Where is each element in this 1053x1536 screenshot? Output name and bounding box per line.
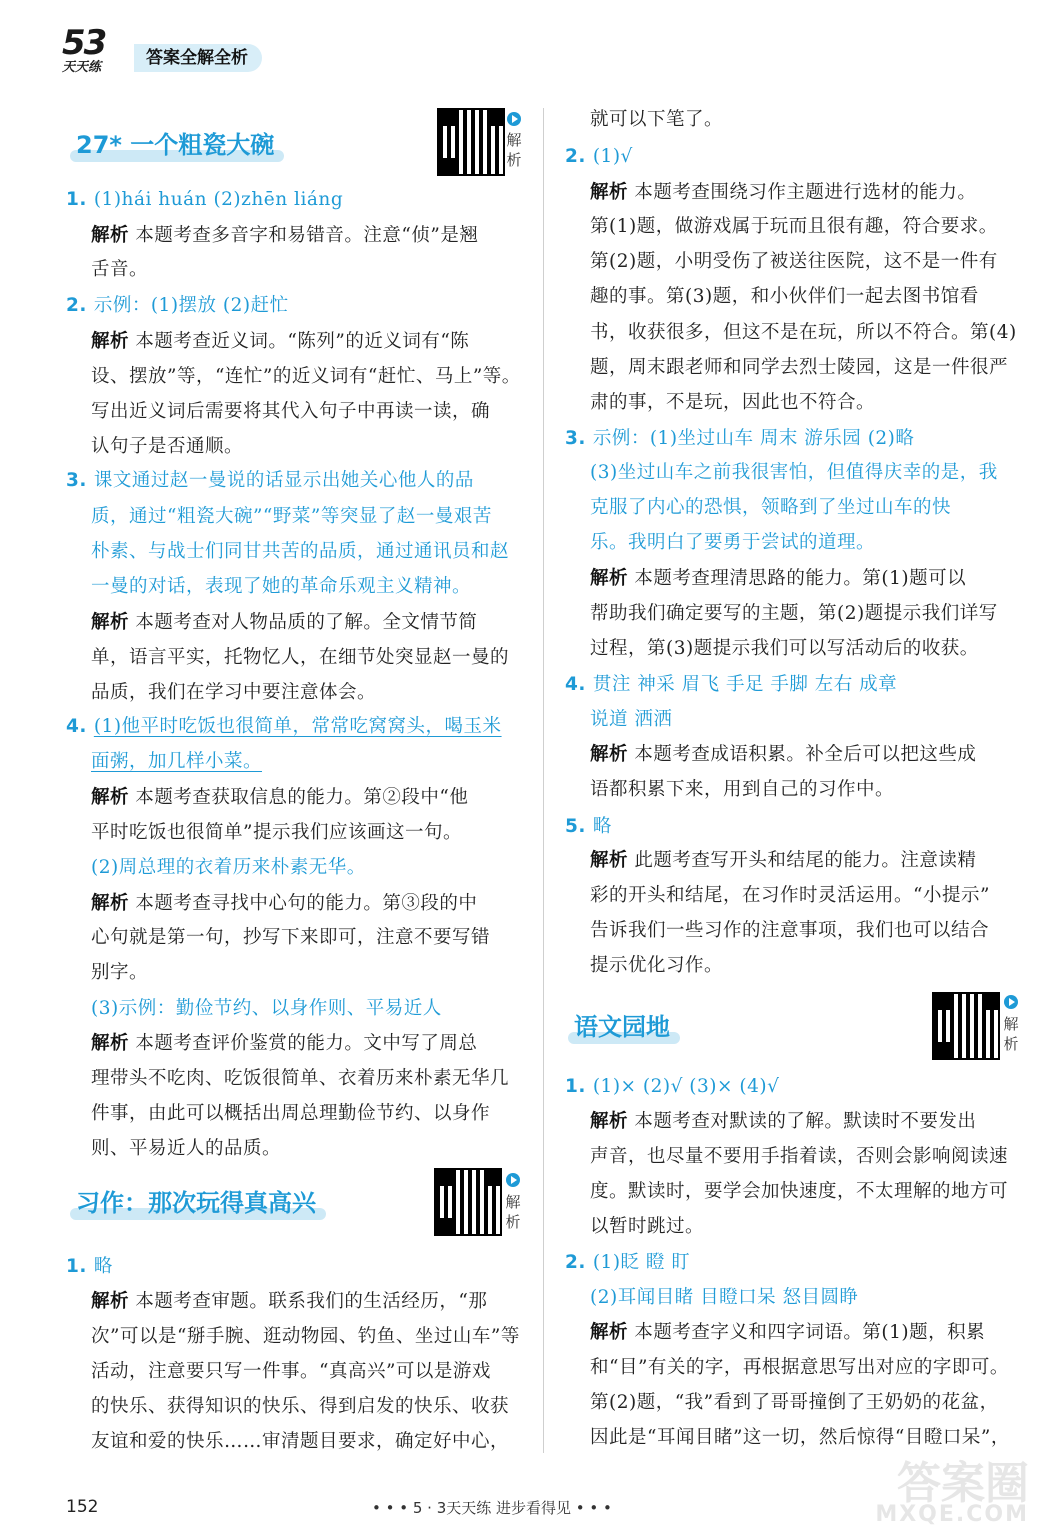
- explanation-text: 活动，注意要只写一件事。“真高兴”可以是游戏: [91, 1361, 491, 1382]
- explanation-text: 第(2)题，小明受伤了被送往医院，这不是一件有: [590, 251, 998, 272]
- right-line: [590, 1215, 704, 1239]
- right-line: [590, 919, 989, 943]
- qr-code-icon[interactable]: [434, 1168, 502, 1236]
- answer-text: 乐。我明白了要勇于尝试的道理。: [590, 532, 876, 553]
- explanation-text: 认句子是否通顺。: [91, 436, 244, 457]
- explanation-text: 别字。: [91, 962, 149, 983]
- explanation-text: 帮助我们确定要写的主题，第(2)题提示我们详写: [590, 603, 998, 624]
- analysis-label: 解析: [590, 850, 629, 871]
- left-line: [91, 681, 376, 705]
- right-line: [590, 708, 672, 732]
- answer-text: (1)√: [592, 146, 633, 167]
- section-title-writing: 习作：那次玩得真高兴: [76, 1186, 316, 1220]
- explanation-text: 本题考查近义词。“陈列”的近义词有“陈: [129, 331, 470, 352]
- explanation-text: 本题考查审题。联系我们的生活经历，“那: [129, 1291, 488, 1312]
- analysis-label: 解析: [91, 225, 130, 246]
- question-number: 2.: [565, 1252, 593, 1273]
- right-line: [590, 637, 979, 661]
- left-line: [91, 540, 509, 564]
- explanation-text: 友谊和爱的快乐……审清题目要求，确定好中心，: [91, 1431, 510, 1452]
- left-line: [91, 365, 521, 389]
- logo-subtitle: 天天练: [62, 60, 102, 75]
- right-line: [590, 954, 723, 978]
- explanation-text: 本题考查成语积累。补全后可以把这些成: [628, 744, 977, 765]
- qr-label: 解析: [506, 131, 522, 169]
- right-line: [590, 1321, 985, 1345]
- explanation-text: 设、摆放”等，“连忙”的近义词有“赶忙、马上”等。: [91, 366, 521, 387]
- play-icon: [506, 1173, 520, 1187]
- right-line: [590, 778, 894, 802]
- watermark: 答案圈 MXQE.COM: [875, 1458, 1029, 1527]
- answer-text: 质，通过“粗瓷大碗”“野菜”等突显了赵一曼艰苦: [91, 506, 492, 527]
- explanation-text: 本题考查围绕习作主题进行选材的能力。: [628, 182, 977, 203]
- analysis-label: 解析: [590, 182, 629, 203]
- left-line: [91, 611, 477, 635]
- left-line: [91, 961, 148, 985]
- left-line: [91, 1325, 520, 1349]
- right-line: [590, 1145, 1008, 1169]
- explanation-text: 以暂时跳过。: [590, 1216, 705, 1237]
- column-divider: [543, 108, 544, 1453]
- left-line: [91, 505, 492, 529]
- answer-text: (3)示例：勤俭节约、以身作则、平易近人: [91, 998, 442, 1019]
- left-line: [91, 400, 490, 424]
- explanation-text: 品质，我们在学习中要注意体会。: [91, 682, 377, 703]
- right-line: [590, 1286, 858, 1310]
- section-title-lesson27: 27* 一个粗瓷大碗: [76, 128, 274, 162]
- answer-text: (1)眨 瞪 盯: [592, 1252, 691, 1273]
- right-line: [590, 567, 966, 591]
- explanation-text: 写出近义词后需要将其代入句子中再读一读，确: [91, 401, 491, 422]
- left-line: [91, 786, 468, 810]
- answer-text: 课文通过赵一曼说的话显示出她关心他人的品: [93, 470, 474, 491]
- question-number: 3.: [565, 428, 593, 449]
- left-line: [91, 821, 462, 845]
- explanation-text: 告诉我们一些习作的注意事项，我们也可以结合: [590, 920, 990, 941]
- left-line: [91, 926, 490, 950]
- left-line: [91, 1102, 490, 1126]
- footer-slogan: • • • 5 · 3天天练 进步看得见 • • •: [372, 1499, 612, 1517]
- explanation-text: 提示优化习作。: [590, 955, 724, 976]
- left-line: [91, 750, 262, 774]
- question-number: 3.: [66, 470, 94, 491]
- analysis-label: 解析: [590, 744, 629, 765]
- right-line: [590, 1180, 1008, 1204]
- right-line: [590, 1391, 999, 1415]
- answer-text: (2)周总理的衣着历来朴素无华。: [91, 857, 366, 878]
- left-line: [91, 435, 243, 459]
- qr-label: 解析: [1003, 1015, 1019, 1053]
- right-line: [590, 884, 990, 908]
- right-line: [590, 108, 723, 132]
- left-line: [91, 1032, 477, 1056]
- answer-text: (1)× (2)√ (3)× (4)√: [592, 1076, 780, 1097]
- left-line: [91, 575, 471, 599]
- qr-label: 解析: [505, 1193, 521, 1231]
- right-line: [565, 673, 897, 697]
- analysis-label: 解析: [590, 568, 629, 589]
- explanation-text: 舌音。: [91, 259, 149, 280]
- left-line: [66, 294, 289, 318]
- right-line: [590, 461, 998, 485]
- left-line: [91, 258, 148, 282]
- answer-text: 说道 洒洒: [590, 709, 673, 730]
- right-line: [590, 1426, 1010, 1450]
- explanation-text: 本题考查对默读的了解。默读时不要发出: [628, 1111, 977, 1132]
- answer-text: (1)hái huán (2)zhēn liáng: [93, 189, 344, 210]
- qr-code-icon[interactable]: [437, 108, 505, 176]
- explanation-text: 书，收获很多，但这不是在玩，所以不符合。第(4): [590, 322, 1017, 343]
- right-line: [590, 1356, 1009, 1380]
- explanation-text: 次”可以是“掰手腕、逛动物园、钓鱼、坐过山车”等: [91, 1326, 520, 1347]
- right-line: [590, 531, 875, 555]
- left-line: [66, 1255, 113, 1279]
- explanation-text: 单，语言平实，托物忆人，在细节处突显赵一曼的: [91, 647, 510, 668]
- right-line: [590, 1110, 976, 1134]
- analysis-label: 解析: [91, 893, 130, 914]
- left-line: [66, 469, 474, 493]
- explanation-text: 平时吃饭也很简单”提示我们应该画这一句。: [91, 822, 462, 843]
- left-line: [91, 1430, 509, 1454]
- explanation-text: 第(2)题，“我”看到了哥哥撞倒了王奶奶的花盆，: [590, 1392, 999, 1413]
- header-title: 答案全解全析: [134, 44, 262, 72]
- answer-text: 一曼的对话，表现了她的革命乐观主义精神。: [91, 576, 472, 597]
- explanation-text: 本题考查评价鉴赏的能力。文中写了周总: [129, 1033, 478, 1054]
- question-number: 4.: [565, 674, 593, 695]
- explanation-text: 第(1)题，做游戏属于玩而且很有趣，符合要求。: [590, 216, 998, 237]
- logo: [62, 23, 134, 76]
- left-line: [66, 715, 502, 739]
- explanation-text: 因此是“耳闻目睹”这一切，然后惊得“目瞪口呆”，: [590, 1427, 1010, 1448]
- answer-text: 示例：(1)坐过山车 周末 游乐园 (2)略: [592, 428, 915, 449]
- explanation-text: 的快乐、获得知识的快乐、得到启发的快乐、收获: [91, 1396, 510, 1417]
- explanation-text: 此题考查写开头和结尾的能力。注意读精: [628, 850, 977, 871]
- answer-text: 面粥，加几样小菜。: [91, 751, 263, 772]
- answer-text: 克服了内心的恐惧，领略到了坐过山车的快: [590, 497, 952, 518]
- left-line: [91, 1360, 491, 1384]
- right-line: [590, 391, 875, 415]
- question-number: 4.: [66, 716, 94, 737]
- explanation-text: 本题考查寻找中心句的能力。第③段的中: [129, 893, 478, 914]
- explanation-text: 本题考查理清思路的能力。第(1)题可以: [628, 568, 967, 589]
- explanation-text: 本题考查获取信息的能力。第②段中“他: [129, 787, 469, 808]
- explanation-text: 度。默读时，要学会加快速度，不太理解的地方可: [590, 1181, 1009, 1202]
- right-line: [565, 1251, 690, 1275]
- explanation-text: 本题考查对人物品质的了解。全文情节简: [129, 612, 478, 633]
- right-line: [590, 250, 998, 274]
- answer-text: (3)坐过山车之前我很害怕，但值得庆幸的是，我: [590, 462, 998, 483]
- explanation-text: 肃的事，不是玩，因此也不符合。: [590, 392, 876, 413]
- question-number: 2.: [66, 295, 94, 316]
- explanation-text: 本题考查字义和四字词语。第(1)题，积累: [628, 1322, 986, 1343]
- question-number: 1.: [66, 189, 94, 210]
- right-line: [590, 356, 1008, 380]
- left-line: [91, 1290, 487, 1314]
- page-number: 152: [66, 1497, 99, 1517]
- right-line: [590, 215, 998, 239]
- left-line: [91, 856, 366, 880]
- right-line: [590, 849, 976, 873]
- analysis-label: 解析: [91, 331, 130, 352]
- analysis-label: 解析: [590, 1111, 629, 1132]
- explanation-text: 则、平易近人的品质。: [91, 1138, 282, 1159]
- right-line: [565, 1075, 779, 1099]
- question-number: 1.: [565, 1076, 593, 1097]
- question-number: 5.: [565, 816, 593, 837]
- right-line: [590, 496, 951, 520]
- analysis-label: 解析: [91, 1033, 130, 1054]
- right-line: [565, 427, 914, 451]
- explanation-text: 理带头不吃肉、吃饭很简单、衣着历来朴素无华几: [91, 1068, 510, 1089]
- answer-text: (1)他平时吃饭也很简单，常常吃窝窝头，喝玉米: [93, 716, 502, 737]
- right-line: [590, 321, 1017, 345]
- right-line: [590, 285, 979, 309]
- left-line: [91, 892, 477, 916]
- analysis-label: 解析: [91, 612, 130, 633]
- explanation-text: 彩的开头和结尾，在习作时灵活运用。“小提示”: [590, 885, 990, 906]
- answer-text: (2)耳闻目睹 目瞪口呆 怒目圆睁: [590, 1287, 859, 1308]
- left-line: [91, 224, 478, 248]
- analysis-label: 解析: [91, 787, 130, 808]
- answer-text: 示例：(1)摆放 (2)赶忙: [93, 295, 289, 316]
- answer-text: 朴素、与战士们同甘共苦的品质，通过通讯员和赵: [91, 541, 510, 562]
- explanation-text: 题，周末跟老师和同学去烈士陵园，这是一件很严: [590, 357, 1009, 378]
- play-icon: [507, 112, 521, 126]
- right-line: [565, 815, 612, 839]
- explanation-text: 声音，也尽量不要用手指着读，否则会影响阅读速: [590, 1146, 1009, 1167]
- explanation-text: 和“目”有关的字，再根据意思写出对应的字即可。: [590, 1357, 1009, 1378]
- explanation-text: 语都积累下来，用到自己的习作中。: [590, 779, 895, 800]
- analysis-label: 解析: [91, 1291, 130, 1312]
- left-line: [66, 188, 343, 212]
- right-line: [590, 743, 976, 767]
- section-title-garden: 语文园地: [574, 1010, 670, 1044]
- explanation-text: 本题考查多音字和易错音。注意“侦”是翘: [129, 225, 479, 246]
- left-line: [91, 1395, 509, 1419]
- explanation-text: 心句就是第一句，抄写下来即可，注意不要写错: [91, 927, 491, 948]
- explanation-text: 过程，第(3)题提示我们可以写活动后的收获。: [590, 638, 979, 659]
- right-line: [565, 145, 633, 169]
- analysis-label: 解析: [590, 1322, 629, 1343]
- right-line: [590, 181, 976, 205]
- question-number: 2.: [565, 146, 593, 167]
- explanation-text: 件事，由此可以概括出周总理勤俭节约、以身作: [91, 1103, 491, 1124]
- left-line: [91, 1067, 509, 1091]
- left-line: [91, 330, 469, 354]
- play-icon: [1004, 995, 1018, 1009]
- answer-text: 贯注 神采 眉飞 手足 手脚 左右 成章: [592, 674, 898, 695]
- explanation-text: 就可以下笔了。: [590, 109, 724, 130]
- explanation-text: 趣的事。第(3)题，和小伙伴们一起去图书馆看: [590, 286, 979, 307]
- left-line: [91, 646, 509, 670]
- question-number: 1.: [66, 1256, 94, 1277]
- answer-text: 略: [592, 816, 612, 837]
- logo-number: 53: [62, 23, 106, 63]
- answer-text: 略: [93, 1256, 113, 1277]
- left-line: [91, 997, 442, 1021]
- qr-code-icon[interactable]: [932, 992, 1000, 1060]
- left-line: [91, 1137, 281, 1161]
- right-line: [590, 602, 998, 626]
